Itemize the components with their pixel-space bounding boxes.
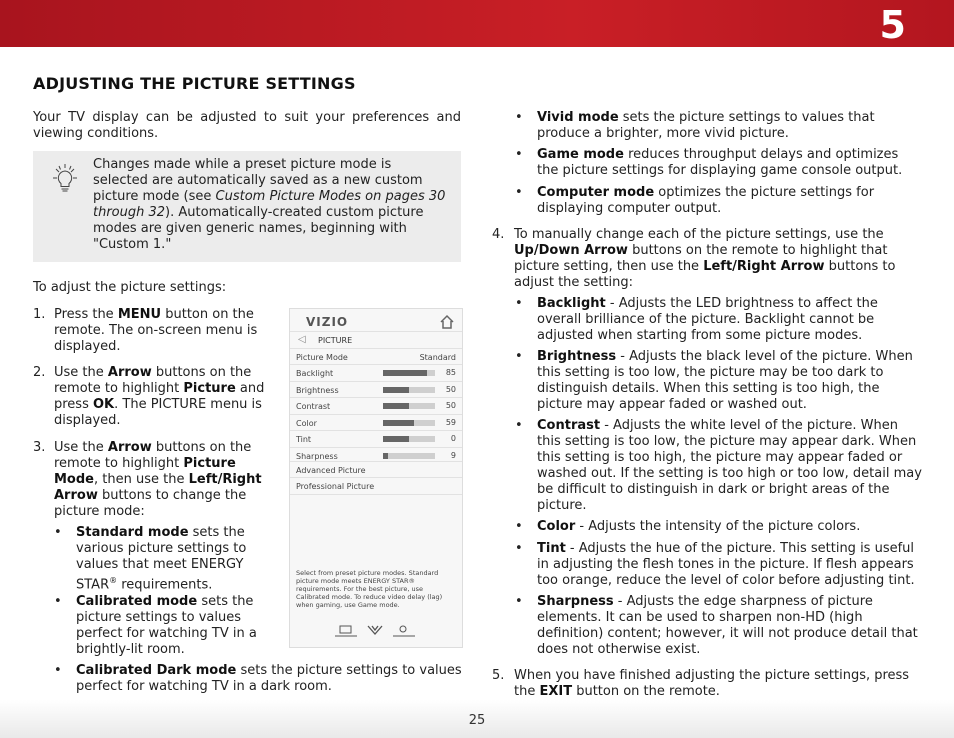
menu-description: Select from preset picture modes. Standard picture mode meets ENERGY STAR® requirements. For the best picture, use Calibrated mode. To reduce video delay (lag) when gaming, use Game mode. [296, 569, 443, 609]
slider-bar [383, 436, 435, 442]
menu-row-advanced-picture: Advanced Picture [290, 461, 462, 478]
menu-nav-icons [335, 623, 420, 637]
slider-fill [383, 370, 427, 376]
slider-fill [383, 420, 414, 426]
slider-value: 50 [445, 401, 456, 410]
back-arrow-icon: ◁ [298, 334, 306, 345]
intro-paragraph: Your TV display can be adjusted to suit your preferences and viewing conditions. [33, 110, 461, 141]
slider-value: 59 [445, 417, 456, 427]
slider-value: 9 [450, 450, 456, 460]
menu-row-sharpness: Sharpness 9 [290, 447, 462, 464]
menu-row-backlight: Backlight 85 [290, 364, 462, 381]
note-box [33, 151, 461, 262]
slider-fill [383, 453, 388, 459]
slider-bar [383, 370, 435, 376]
to-adjust-label: To adjust the picture settings: [33, 280, 227, 295]
menu-row-color: Color 59 [290, 414, 462, 431]
slider-value: 0 [450, 434, 456, 443]
home-icon [438, 313, 456, 331]
slider-bar [383, 387, 435, 393]
menu-row-tint: Tint 0 [290, 430, 462, 447]
vizio-logo: VIZIO [306, 315, 349, 329]
slider-bar [383, 453, 435, 459]
chapter-header-bar [0, 0, 954, 47]
section-title: ADJUSTING THE PICTURE SETTINGS [33, 74, 356, 93]
slider-fill [383, 403, 409, 409]
menu-row-picture-mode: Picture Mode Standard [290, 348, 462, 365]
chapter-number: 5 [879, 3, 906, 47]
slider-value: 50 [445, 384, 456, 394]
lightbulb-icon [47, 161, 83, 197]
page-number: 25 [468, 713, 486, 728]
slider-value: 85 [445, 368, 456, 377]
menu-row-professional-picture: Professional Picture [290, 477, 462, 495]
note-text: Changes made while a preset picture mode is selected are automatically saved as a new custom picture mode (see Custom Picture Modes on pages 30 through 32). Automatically-created custom picture modes are given generic names, beginning with "Custom 1." [93, 157, 446, 252]
slider-bar [383, 403, 435, 409]
menu-row-contrast: Contrast 50 [290, 397, 462, 414]
menu-breadcrumb: ◁ PICTURE [290, 331, 462, 349]
slider-bar [383, 420, 435, 426]
menu-row-brightness: Brightness 50 [290, 381, 462, 398]
slider-fill [383, 387, 409, 393]
tv-picture-menu [289, 308, 463, 648]
slider-fill [383, 436, 409, 442]
